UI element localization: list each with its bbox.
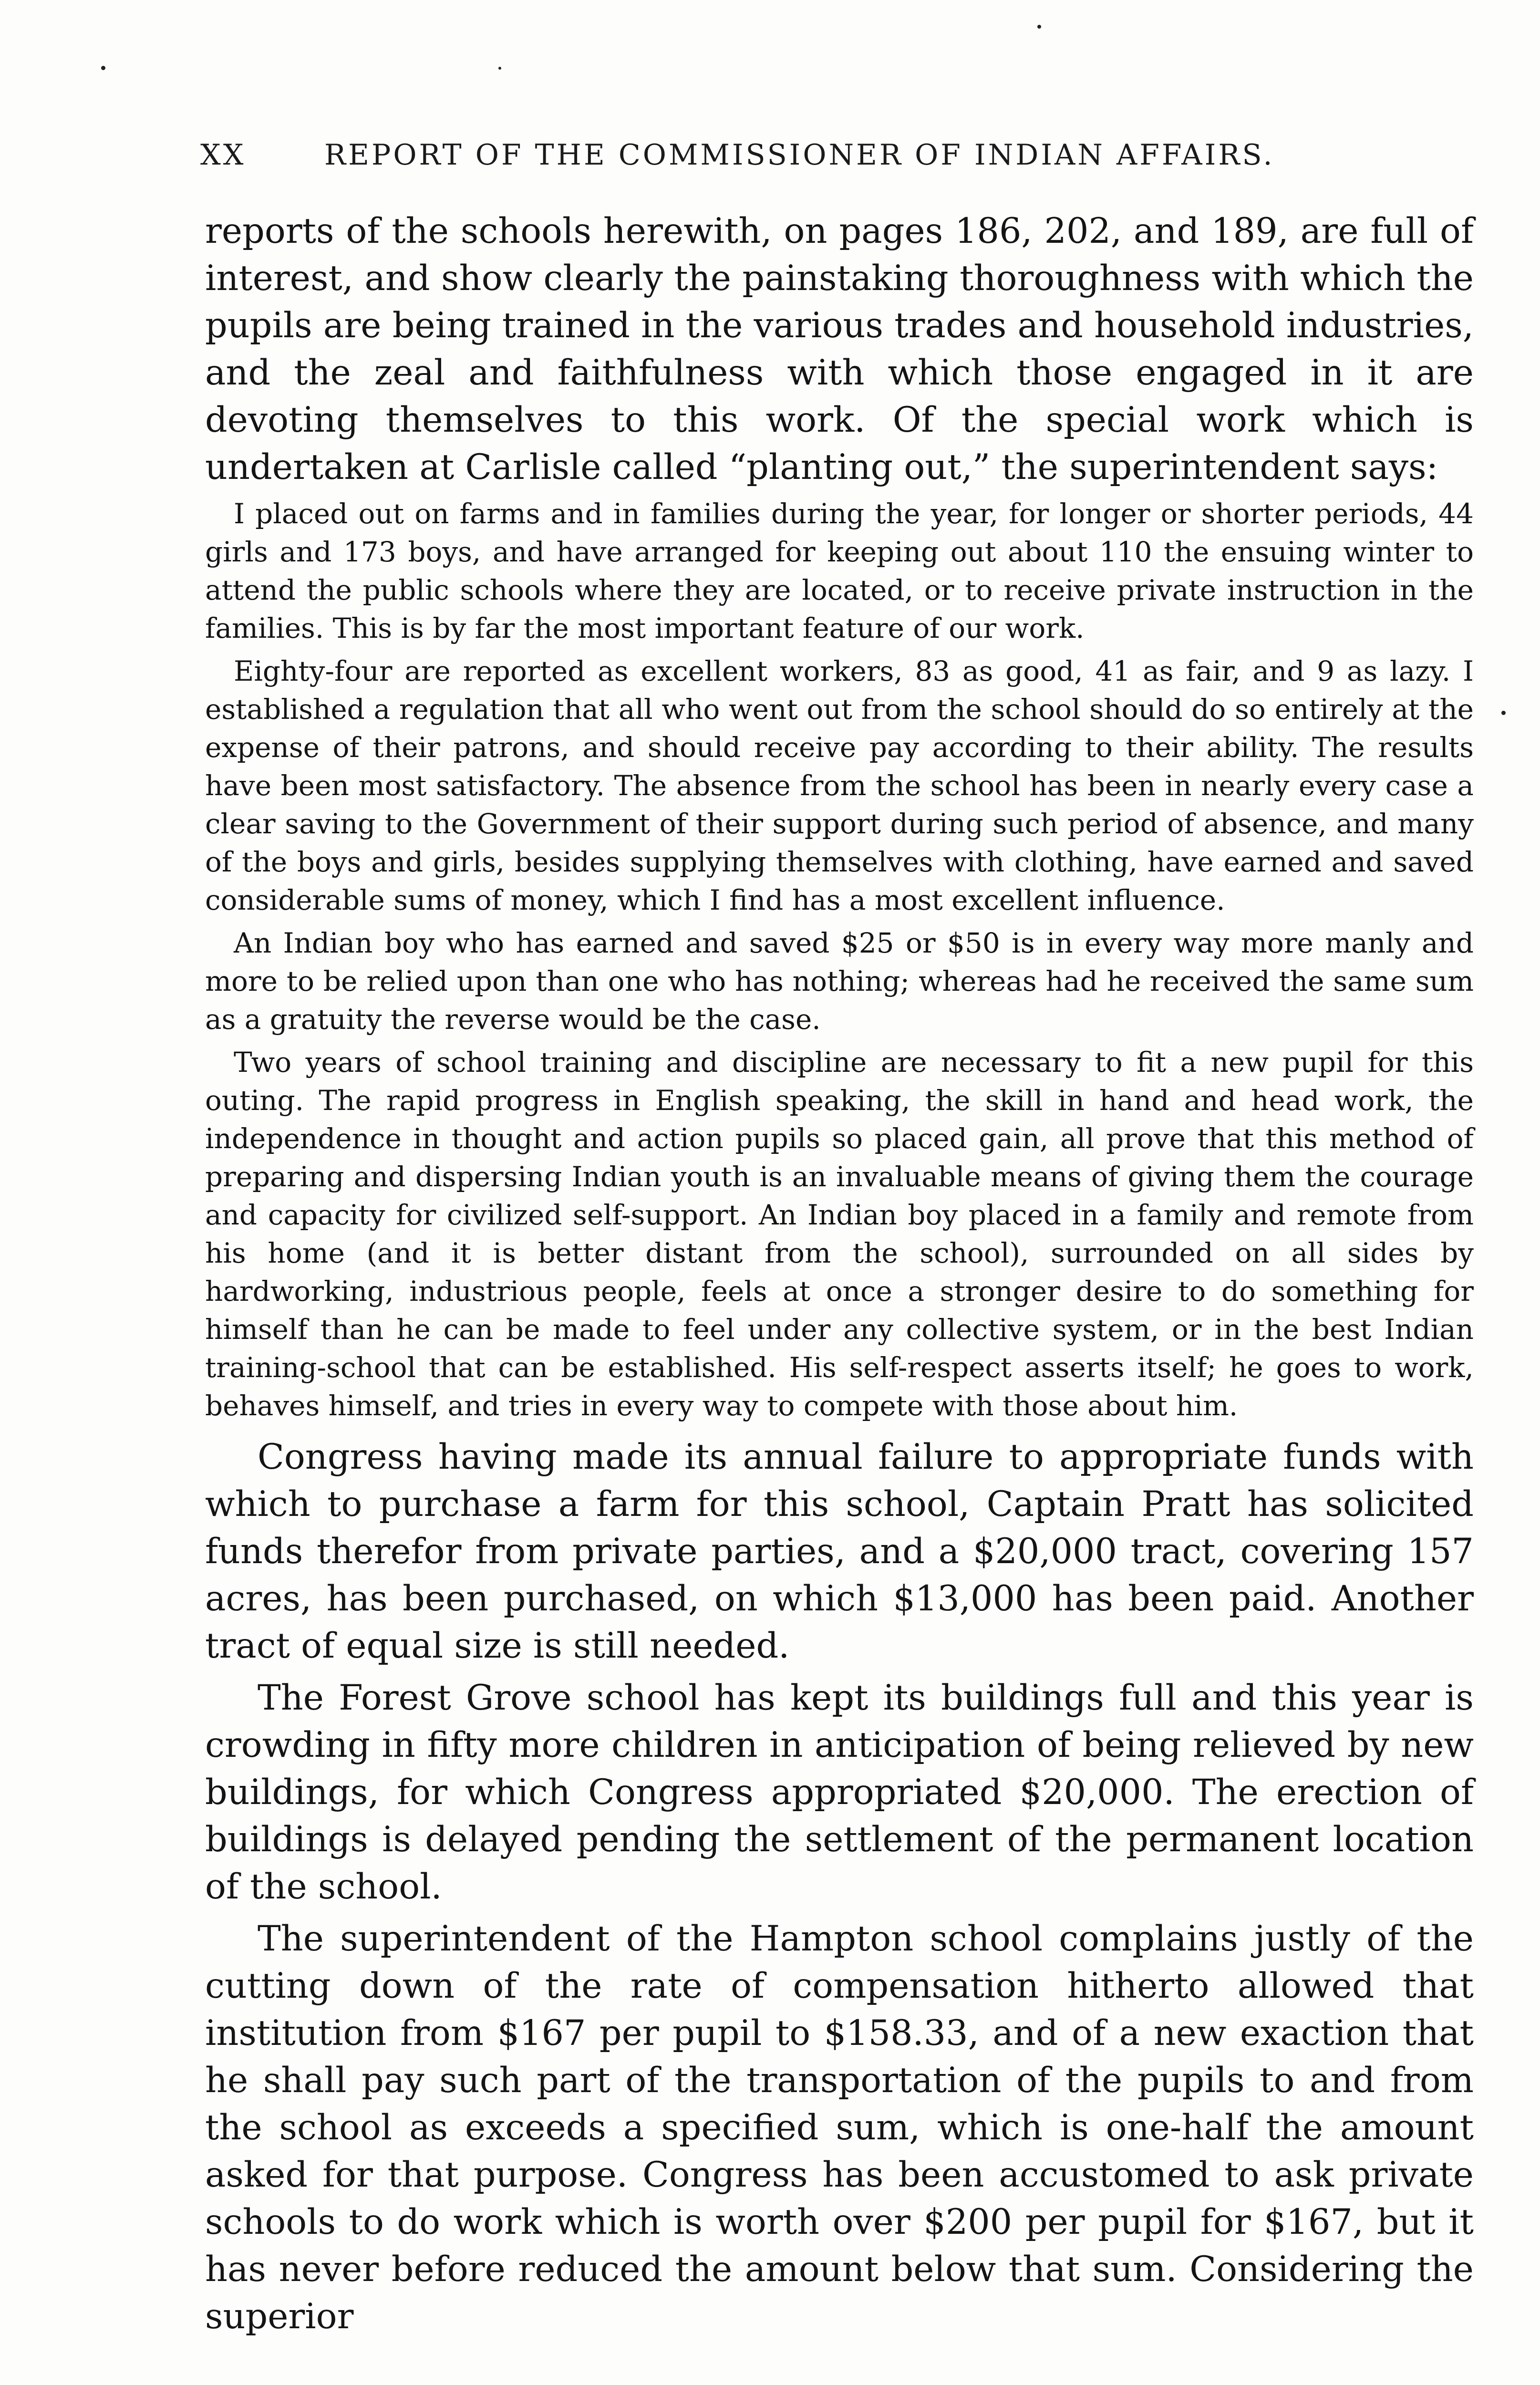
ink-speck xyxy=(1501,711,1506,715)
quoted-paragraph: Two years of school training and discipline are necessary to fit a new pupil for this outing. The rapid progress in English speaking, the skill in hand and head work, the independence in thought and action pupils so placed gain, all prove that this method of preparing and dispersing Indian youth is an invaluable means of giving them the courage and capacity for civilized self-support. An Indian boy placed in a family and remote from his home (and it is better distant from the school), surrounded on all sides by hardworking, industrious people, feels at once a stronger desire to do something for himself than he can be made to feel under any collective system, or in the best Indian training-school that can be established. His self-respect asserts itself; he goes to work, behaves himself, and tries in every way to compete with those about him. xyxy=(205,1046,1474,1422)
running-header xyxy=(200,138,1354,181)
ink-speck xyxy=(101,66,105,70)
ink-speck xyxy=(1037,25,1041,29)
paragraph: The superintendent of the Hampton school complains justly of the cutting down of the rate of compensation hitherto allowed that institution from $167 per pupil to $158.33, and of a new exaction that he shall pay such part of the transportation of the pupils to and from the school as exceeds a specified sum, which is one-half the amount asked for that purpose. Congress has been accustomed to ask private schools to do work which is worth over $200 per pupil for $167, but it has never before reduced the amount below that sum. Considering the superior xyxy=(205,1918,1474,2337)
quoted-paragraph: Eighty-four are reported as excellent workers, 83 as good, 41 as fair, and 9 as lazy. I established a regulation that all who went out from the school should do so entirely at the expense of their patrons, and should receive pay according to their ability. The results have been most satisfactory. The absence from the school has been in nearly every case a clear saving to the Government of their support during such period of absence, and many of the boys and girls, besides supplying themselves with clothing, have earned and saved considerable sums of money, which I find has a most excellent influence. xyxy=(205,655,1474,916)
paragraph: Congress having made its annual failure to appropriate funds with which to purchase a farm for this school, Captain Pratt has solicited funds therefor from private parties, and a $20,000 tract, covering 157 acres, has been purchased, on which $13,000 has been paid. Another tract of equal size is still needed. xyxy=(205,1437,1474,1666)
ink-speck xyxy=(498,67,501,70)
running-title: REPORT OF THE COMMISSIONER OF INDIAN AFFAIRS. xyxy=(324,138,1275,172)
quoted-paragraph: I placed out on farms and in families during the year, for longer or shorter periods, 44 girls and 173 boys, and have arranged for keeping out about 110 the ensuing winter to attend the public schools where they are located, or to receive private instruction in the families. This is by far the most important feature of our work. xyxy=(205,498,1474,644)
paragraph: The Forest Grove school has kept its buildings full and this year is crowding in fifty more children in anticipation of being relieved by new buildings, for which Congress appropriated $20,000. The erection of buildings is delayed pending the settlement of the permanent location of the school. xyxy=(205,1678,1474,1907)
page-body xyxy=(205,207,1474,2340)
quoted-paragraph: An Indian boy who has earned and saved $25 or $50 is in every way more manly and more to be relied upon than one who has nothing; whereas had he received the same sum as a gratuity the reverse would be the case. xyxy=(205,927,1474,1036)
paragraph-continued: reports of the schools herewith, on pages 186, 202, and 189, are full of interest, and show clearly the painstaking thoroughness with which the pupils are being trained in the various trades and household industries, and the zeal and faithfulness with which those engaged in it are devoting themselves to this work. Of the special work which is undertaken at Carlisle called “planting out,” the superintendent says: xyxy=(205,211,1474,487)
page-number: XX xyxy=(200,138,246,172)
